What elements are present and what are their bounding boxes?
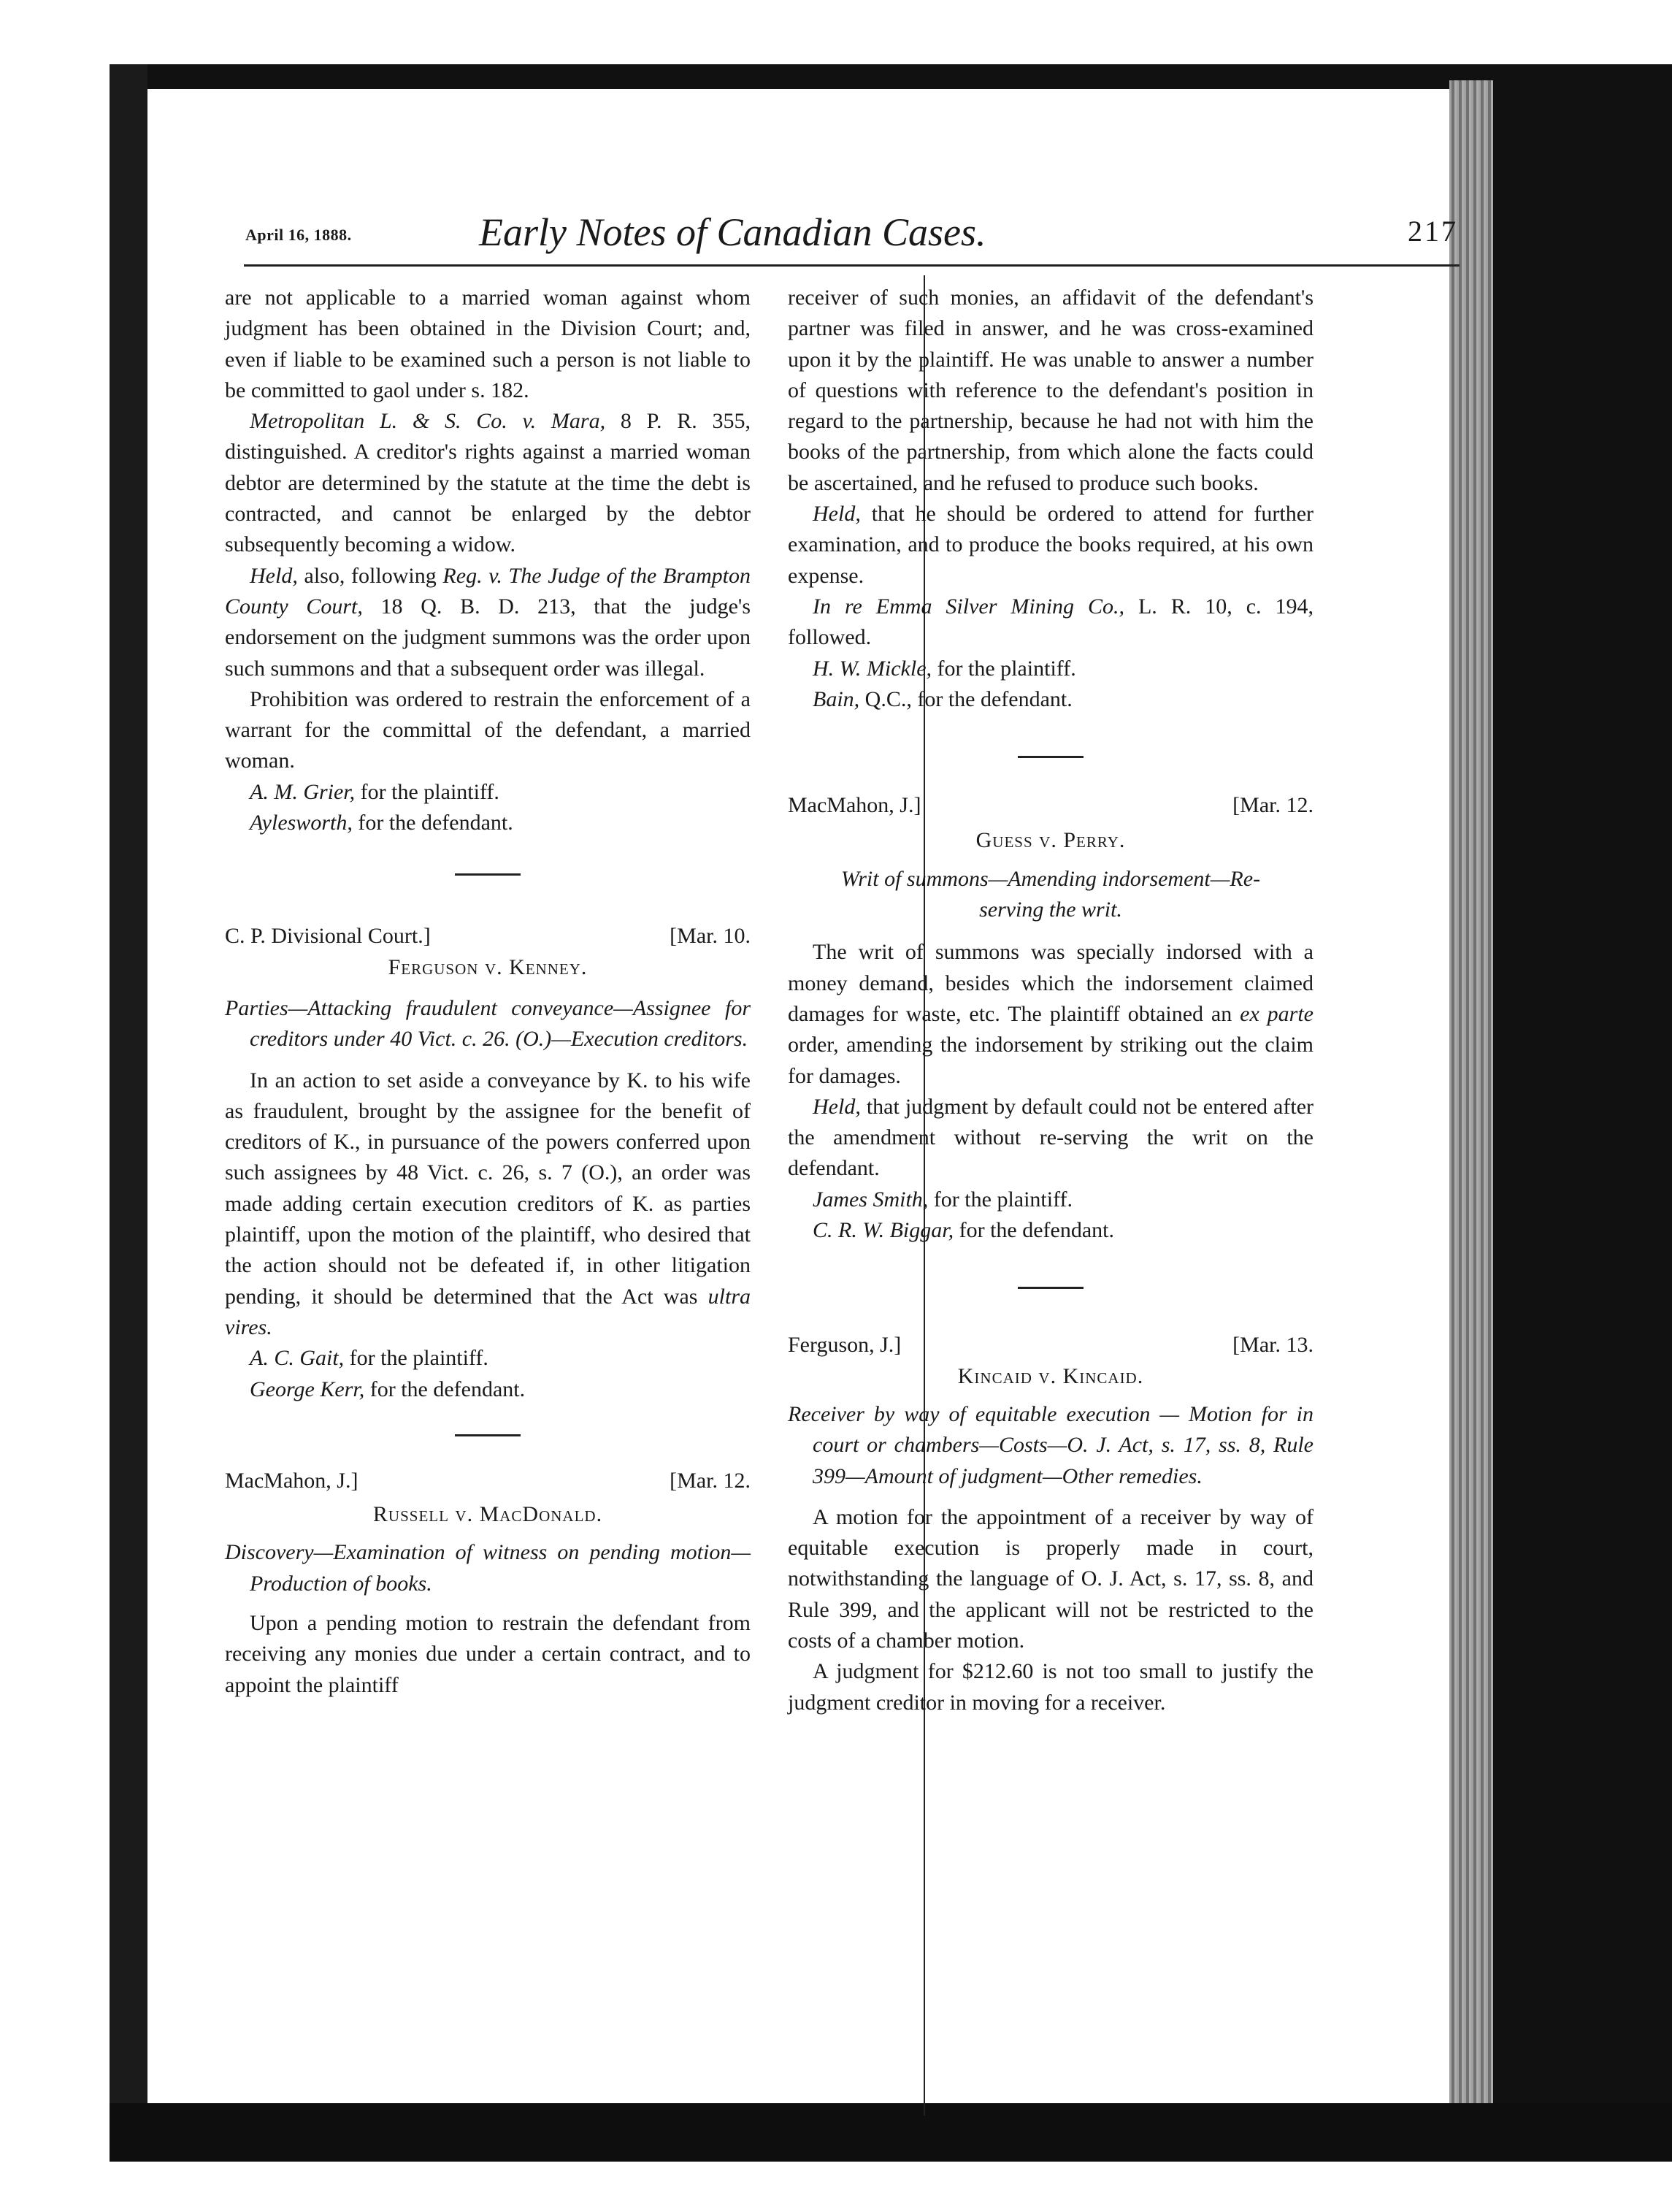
court-name: MacMahon, J.] xyxy=(788,793,921,818)
court-line xyxy=(788,790,1314,821)
counsel-role: for the plaintiff. xyxy=(933,1187,1073,1212)
counsel-role: for the defendant. xyxy=(369,1377,526,1401)
counsel-name: George Kerr, xyxy=(250,1377,365,1401)
counsel-role: Q.C., for the defendant. xyxy=(864,686,1073,711)
paragraph: Upon a pending motion to restrain the defendant from receiving any monies due under a certain contract, and to appoint the plaintiff xyxy=(225,1610,751,1697)
paragraph-text: L. R. 10, c. 194, followed. xyxy=(788,594,1314,650)
header-date: April 16, 1888. xyxy=(245,226,352,244)
paragraph-text: order, amending the indorsement by striking out the claim for damages. xyxy=(788,1033,1314,1088)
held-label: Held, xyxy=(813,502,861,527)
counsel-line xyxy=(788,684,1314,715)
headnote: Receiver by way of equitable execution — Motion for in court or chambers—Costs—O. J. Act, s. 17, ss. 8, Rule 399—Amount of judgment—Other remedies. xyxy=(788,1401,1314,1488)
paragraph: A judgment for $212.60 is not too small to justify the judgment creditor in moving for a receiver. xyxy=(788,1659,1314,1715)
case-title: Ferguson v. Kenney. xyxy=(388,954,588,979)
paragraph-text: that he should be ordered to attend for further examination, and to produce the books required, at his own expense. xyxy=(788,502,1314,588)
left-column xyxy=(225,283,751,1701)
counsel-line xyxy=(225,808,751,838)
court-line xyxy=(225,1466,751,1496)
continued-paragraph: are not applicable to a married woman against whom judgment has been obtained in the Division Court; and, even if liable to be examined such a person is not liable to be committed to gaol under s. 182. xyxy=(225,286,751,402)
paragraph xyxy=(225,406,751,560)
held-paragraph xyxy=(788,499,1314,592)
court-name: Ferguson, J.] xyxy=(788,1333,902,1358)
running-header xyxy=(245,210,1458,261)
counsel-line xyxy=(225,777,751,808)
counsel-role: for the plaintiff. xyxy=(349,1346,488,1371)
case-date: [Mar. 10. xyxy=(670,924,751,949)
counsel-role: for the defendant. xyxy=(358,811,513,835)
headnote: Discovery—Examination of witness on pending motion—Production of books. xyxy=(225,1540,751,1596)
scan-border-left xyxy=(110,64,147,2153)
held-label: Held, xyxy=(813,1094,861,1119)
held-paragraph xyxy=(788,1092,1314,1185)
header-title: Early Notes of Canadian Cases. xyxy=(479,210,986,254)
counsel-role: for the plaintiff. xyxy=(937,656,1076,681)
paragraph: Prohibition was ordered to restrain the enforcement of a warrant for the committal of the defendant, a married woman. xyxy=(225,686,751,773)
counsel-line xyxy=(788,1215,1314,1246)
header-rule xyxy=(244,264,1460,267)
counsel-name: James Smith, xyxy=(813,1187,929,1212)
counsel-name: A. M. Grier, xyxy=(250,779,356,804)
court-line xyxy=(225,921,751,952)
counsel-role: for the defendant. xyxy=(959,1218,1114,1243)
case-title: Kincaid v. Kincaid. xyxy=(957,1363,1144,1388)
counsel-line xyxy=(788,1185,1314,1215)
paragraph-text: also, following xyxy=(304,563,437,588)
scan-border-bottom xyxy=(110,2103,1672,2162)
italic-term: ultra vires. xyxy=(225,1284,751,1339)
paragraph xyxy=(225,1065,751,1344)
case-citation: Reg. v. The Judge of the Brampton County Court, xyxy=(225,563,751,619)
paragraph-text: 18 Q. B. D. 213, that the judge's endorsement on the judgment summons was the order upon such summons and that a subsequent order was illegal. xyxy=(225,594,751,681)
book-page xyxy=(147,89,1458,2103)
case-title: Guess v. Perry. xyxy=(975,828,1126,853)
italic-term: ex parte xyxy=(1240,1001,1314,1026)
counsel-line xyxy=(225,1374,751,1405)
held-label: Held, xyxy=(250,563,298,588)
counsel-role: for the plaintiff. xyxy=(360,779,499,804)
paragraph xyxy=(788,937,1314,1091)
case-citation: Metropolitan L. & S. Co. v. Mara, xyxy=(250,409,606,434)
counsel-name: A. C. Gait, xyxy=(250,1346,345,1371)
case-date: [Mar. 12. xyxy=(670,1468,751,1493)
book-page-edges xyxy=(1449,80,1493,2132)
court-line xyxy=(788,1330,1314,1361)
right-column xyxy=(788,283,1314,1718)
counsel-name: H. W. Mickle, xyxy=(813,656,932,681)
paragraph-text: In an action to set aside a conveyance by K. to his wife as fraudulent, brought by the assignee for the benefit of creditors of K., in pursuance of the powers conferred upon such assignees by 48 Vict. c. 26, s. 7 (O.), an order was made adding certain execution creditors of K. as parties plaintiff, upon the motion of the plaintiff, who desired that the action should not be defeated if, in other litigation pending, it should be determined that the Act was xyxy=(225,1068,751,1309)
case-date: [Mar. 12. xyxy=(1232,793,1314,818)
paragraph xyxy=(788,592,1314,654)
headnote: Writ of summons—Amending indorsement—Re-serving the writ. xyxy=(840,866,1261,922)
case-citation: In re Emma Silver Mining Co., xyxy=(813,594,1125,619)
paragraph-text: that judgment by default could not be entered after the amendment without re-serving the writ on the defendant. xyxy=(788,1094,1314,1181)
counsel-line xyxy=(788,654,1314,684)
counsel-name: C. R. W. Biggar, xyxy=(813,1218,954,1243)
paragraph: A motion for the appointment of a receiver by way of equitable execution is properly made in court, notwithstanding the language of O. J. Act, s. 17, ss. 8, and Rule 399, and the applicant will not be restricted to the costs of a chamber motion. xyxy=(788,1504,1314,1653)
paragraph-text: The writ of summons was specially indorsed with a money demand, besides which the indorsement claimed damages for waste, etc. The plaintiff obtained an xyxy=(788,940,1314,1026)
counsel-name: Aylesworth, xyxy=(250,811,353,835)
scan-border-top xyxy=(110,64,1541,89)
case-date: [Mar. 13. xyxy=(1232,1333,1314,1358)
headnote: Parties—Attacking fraudulent conveyance—Assignee for creditors under 40 Vict. c. 26. (O.)—Execution creditors. xyxy=(225,995,751,1052)
page-number: 217 xyxy=(1408,215,1458,248)
counsel-name: Bain, xyxy=(813,686,860,711)
held-paragraph xyxy=(225,561,751,684)
continued-paragraph: receiver of such monies, an affidavit of the defendant's partner was filed in answer, and he was cross-examined upon it by the plaintiff. He was unable to answer a number of questions with reference to the defendant's position in regard to the partnership, because he had not with him the books of the partnership, from which alone the facts could be ascertained, and he refused to produce such books. xyxy=(788,286,1314,495)
court-name: MacMahon, J.] xyxy=(225,1468,358,1493)
case-title: Russell v. MacDonald. xyxy=(372,1502,603,1527)
court-name: C. P. Divisional Court.] xyxy=(225,924,431,949)
counsel-line xyxy=(225,1343,751,1374)
paragraph-text: 8 P. R. 355, distinguished. A creditor's rights against a married woman debtor are determined by the statute at the time the debt is contracted, and cannot be enlarged by the debtor subsequently becoming a widow. xyxy=(225,409,751,557)
